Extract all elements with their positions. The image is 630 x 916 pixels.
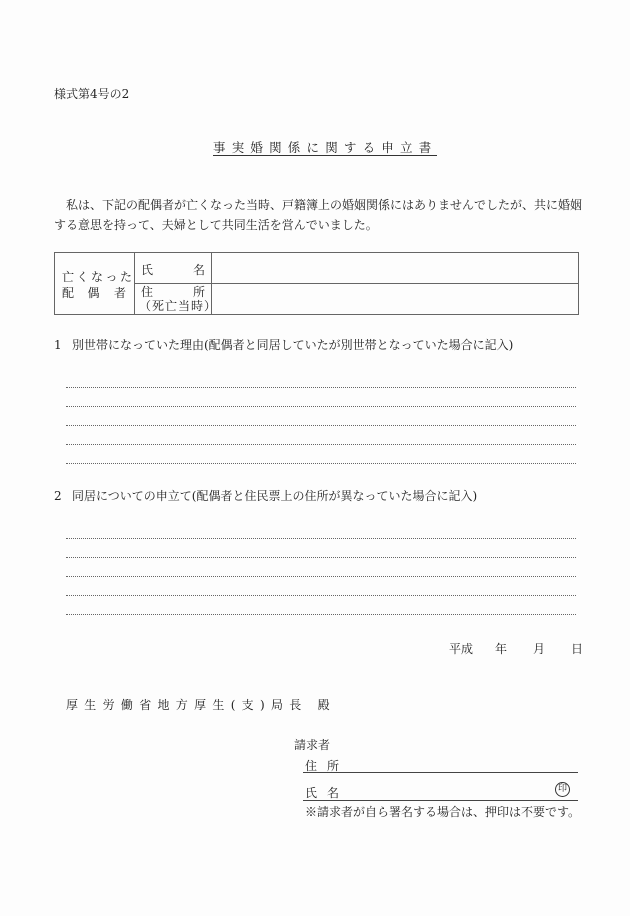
deceased-label-line2 [62,284,126,301]
spouse-char-3: 者 [113,286,126,300]
form-number: 様式第4号の2 [54,87,130,101]
deceased-label-line1: 亡くなった [62,270,135,284]
section-2-number: 2 [54,489,62,503]
address-label-char-2: 所 [192,285,205,299]
spouse-name-field[interactable] [212,253,578,284]
section-1-line-1[interactable] [66,387,576,388]
name-label-char-1: 氏 [141,263,154,277]
requester-name-underline [303,800,578,801]
address-label-cell [135,284,218,314]
spouse-char-1: 配 [62,286,75,300]
requester-name-label [305,784,339,801]
requester-address-field[interactable] [350,757,575,771]
date-day-label: 日 [571,642,584,656]
requester-label: 請求者 [294,738,331,752]
section-1-number: 1 [54,338,62,352]
section-1-text: 別世帯になっていた理由(配偶者と同居していたが別世帯となっていた場合に記入) [72,338,514,352]
date-field[interactable] [449,640,583,657]
section-2-text: 同居についての申立て(配偶者と住民票上の住所が異なっていた場合に記入) [72,489,478,503]
name-label-char-2: 名 [192,263,205,277]
deceased-spouse-header-cell [55,253,135,314]
requester-address-char-1: 住 [305,759,318,773]
section-1-line-4[interactable] [66,444,576,445]
signature-note: ※請求者が自ら署名する場合は、押印は不要です。 [305,805,581,819]
section-2-line-2[interactable] [66,557,576,558]
section-2-line-4[interactable] [66,595,576,596]
section-1-line-3[interactable] [66,425,576,426]
spouse-address-field[interactable] [212,284,578,314]
requester-address-char-2: 所 [327,759,340,773]
requester-name-char-2: 名 [327,786,340,800]
section-2-heading [54,487,477,504]
spouse-char-2: 偶 [87,286,100,300]
name-label [141,261,205,278]
requester-address-underline [303,772,578,773]
name-label-cell [135,253,212,284]
deceased-spouse-table [54,252,579,315]
address-label [141,285,205,299]
section-2-line-3[interactable] [66,576,576,577]
addressee: 厚生労働省地方厚生(支)局長 殿 [66,698,336,712]
requester-name-char-1: 氏 [305,786,318,800]
date-month-label: 月 [533,642,546,656]
section-2-line-5[interactable] [66,614,576,615]
section-1-line-2[interactable] [66,406,576,407]
section-1-heading [54,336,513,353]
date-year-label: 年 [495,642,508,656]
document-title: 事実婚関係に関する申立書 [213,140,438,155]
address-at-death-sublabel: （死亡当時） [139,299,218,313]
date-era: 平成 [449,642,474,656]
section-1-line-5[interactable] [66,463,576,464]
section-2-line-1[interactable] [66,538,576,539]
address-label-char-1: 住 [141,285,154,299]
declaration-statement: 私は、下記の配偶者が亡くなった当時、戸籍簿上の婚姻関係にはありませんでしたが、共に婚姻する意思を持って、夫婦として共同生活を営んでいました。 [54,198,583,232]
seal-mark-icon: 印 [555,782,570,797]
requester-name-field[interactable] [350,784,550,798]
